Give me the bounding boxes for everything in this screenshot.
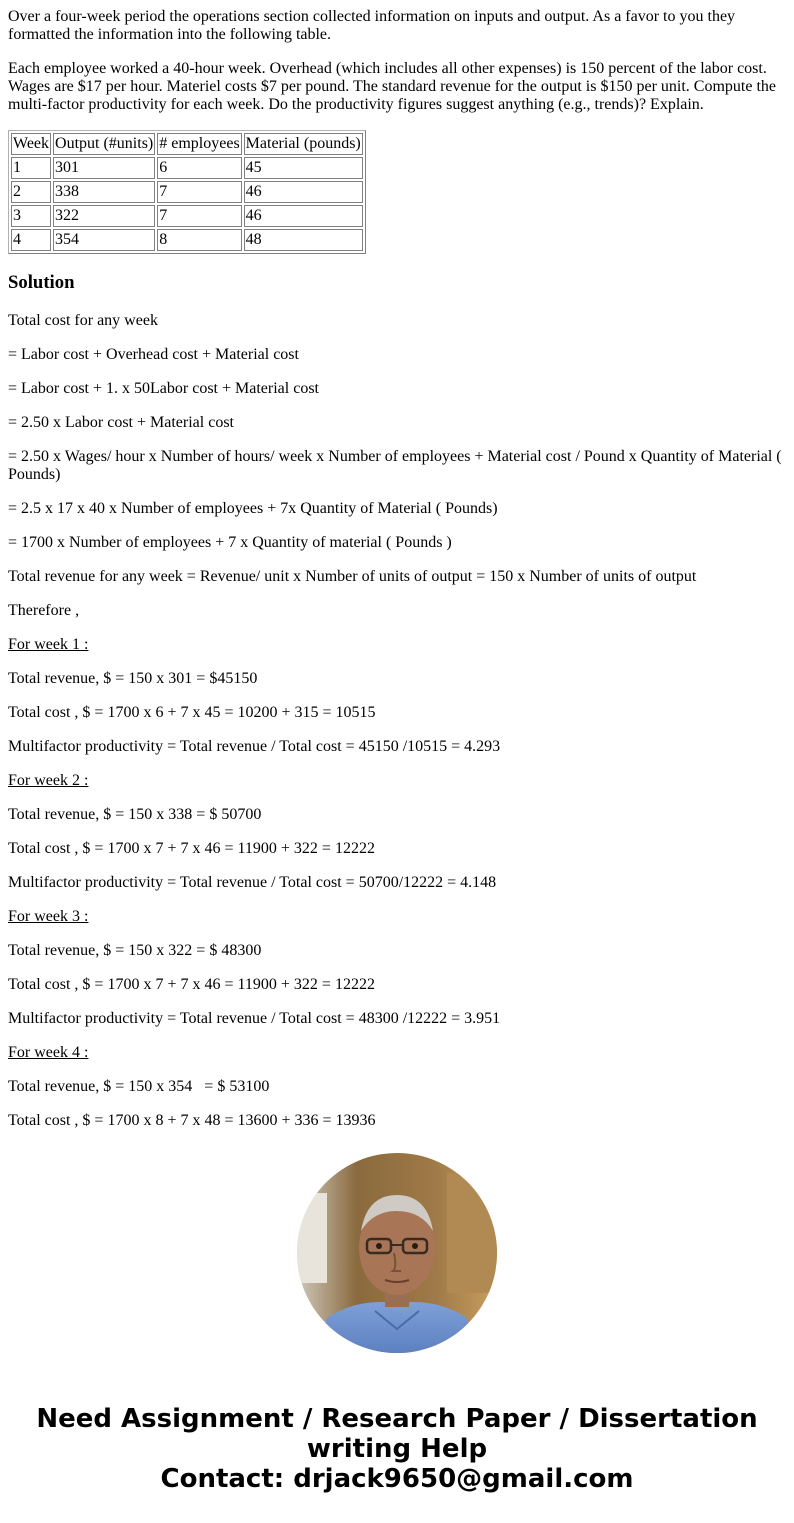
solution-line: Total revenue for any week = Revenue/ unit x Number of units of output = 150 x Number of units of output bbox=[8, 568, 697, 585]
promo-banner bbox=[0, 1404, 794, 1494]
solution-line: = 2.50 x Wages/ hour x Number of hours/ week x Number of employees + Material cost / Pound x Quantity of Material ( Pounds) bbox=[8, 448, 782, 483]
table-row bbox=[11, 229, 363, 251]
week-3-cost: Total cost , $ = 1700 x 7 + 7 x 46 = 11900 + 322 = 12222 bbox=[8, 976, 375, 993]
solution-line: = Labor cost + Overhead cost + Material cost bbox=[8, 346, 299, 363]
table-cell: 46 bbox=[244, 181, 363, 203]
table-header-week: Week bbox=[11, 133, 51, 155]
solution-line: Therefore , bbox=[8, 602, 80, 619]
solution-heading: Solution bbox=[8, 272, 75, 293]
table-cell: 45 bbox=[244, 157, 363, 179]
solution-line: = 1700 x Number of employees + 7 x Quantity of material ( Pounds ) bbox=[8, 534, 452, 551]
table-cell: 46 bbox=[244, 205, 363, 227]
table-cell: 3 bbox=[11, 205, 51, 227]
table-cell: 2 bbox=[11, 181, 51, 203]
week-1-cost: Total cost , $ = 1700 x 6 + 7 x 45 = 10200 + 315 = 10515 bbox=[8, 704, 376, 721]
week-2-productivity: Multifactor productivity = Total revenue / Total cost = 50700/12222 = 4.148 bbox=[8, 874, 497, 891]
table-header-row bbox=[11, 133, 363, 155]
table-cell: 1 bbox=[11, 157, 51, 179]
table-cell: 6 bbox=[157, 157, 241, 179]
table-row bbox=[11, 205, 363, 227]
question-intro: Over a four-week period the operations section collected information on inputs and output. As a favor to you they formatted the information into the following table. bbox=[8, 8, 736, 43]
table-cell: 354 bbox=[53, 229, 155, 251]
author-avatar bbox=[297, 1153, 497, 1353]
table-cell: 338 bbox=[53, 181, 155, 203]
week-2-cost: Total cost , $ = 1700 x 7 + 7 x 46 = 11900 + 322 = 12222 bbox=[8, 840, 375, 857]
week-3-revenue: Total revenue, $ = 150 x 322 = $ 48300 bbox=[8, 942, 262, 959]
table-cell: 7 bbox=[157, 205, 241, 227]
table-header-material: Material (pounds) bbox=[244, 133, 363, 155]
solution-line: = 2.50 x Labor cost + Material cost bbox=[8, 414, 234, 431]
week-4-title: For week 4 : bbox=[8, 1044, 89, 1061]
table-header-output: Output (#units) bbox=[53, 133, 155, 155]
solution-line: = 2.5 x 17 x 40 x Number of employees + 7x Quantity of Material ( Pounds) bbox=[8, 500, 498, 517]
table-cell: 4 bbox=[11, 229, 51, 251]
week-1-title: For week 1 : bbox=[8, 636, 89, 653]
author-photo-icon bbox=[297, 1153, 497, 1353]
week-4-revenue: Total revenue, $ = 150 x 354 = $ 53100 bbox=[8, 1078, 270, 1095]
table-cell: 7 bbox=[157, 181, 241, 203]
week-4-cost: Total cost , $ = 1700 x 8 + 7 x 48 = 13600 + 336 = 13936 bbox=[8, 1112, 376, 1129]
promo-headline: Need Assignment / Research Paper / Dissertation writing Help bbox=[36, 1404, 758, 1464]
data-table bbox=[8, 130, 366, 254]
solution-line: = Labor cost + 1. x 50Labor cost + Material cost bbox=[8, 380, 319, 397]
table-cell: 322 bbox=[53, 205, 155, 227]
solution-line: Total cost for any week bbox=[8, 312, 158, 329]
week-1-productivity: Multifactor productivity = Total revenue / Total cost = 45150 /10515 = 4.293 bbox=[8, 738, 501, 755]
table-cell: 48 bbox=[244, 229, 363, 251]
table-header-employees: # employees bbox=[157, 133, 241, 155]
week-1-revenue: Total revenue, $ = 150 x 301 = $45150 bbox=[8, 670, 258, 687]
week-2-title: For week 2 : bbox=[8, 772, 89, 789]
week-3-title: For week 3 : bbox=[8, 908, 89, 925]
table-row bbox=[11, 181, 363, 203]
table-cell: 301 bbox=[53, 157, 155, 179]
question-details: Each employee worked a 40-hour week. Overhead (which includes all other expenses) is 150 percent of the labor cost. Wages are $17 per hour. Materiel costs $7 per pound. The standard revenue for the output is $150 per unit. Compute the multi-factor productivity for each week. Do the productivity figures suggest anything (e.g., trends)? Explain. bbox=[8, 60, 776, 113]
table-row bbox=[11, 157, 363, 179]
table-cell: 8 bbox=[157, 229, 241, 251]
week-3-productivity: Multifactor productivity = Total revenue / Total cost = 48300 /12222 = 3.951 bbox=[8, 1010, 501, 1027]
week-2-revenue: Total revenue, $ = 150 x 338 = $ 50700 bbox=[8, 806, 262, 823]
promo-contact: Contact: drjack9650@gmail.com bbox=[160, 1464, 634, 1494]
document-body bbox=[8, 8, 786, 1146]
